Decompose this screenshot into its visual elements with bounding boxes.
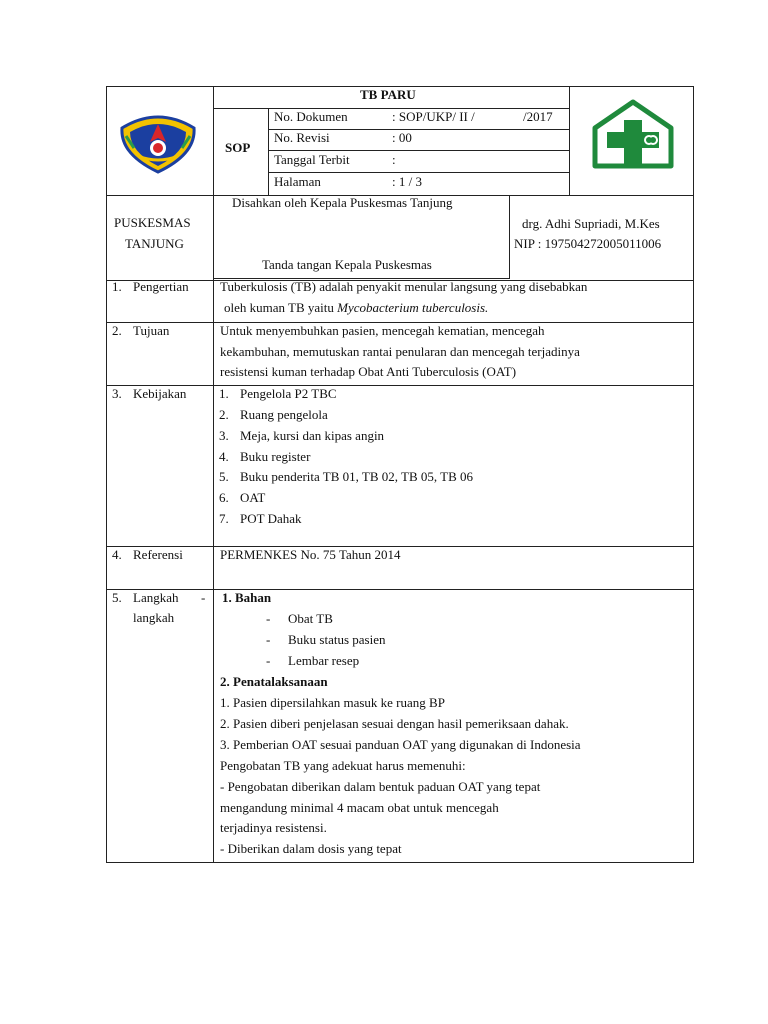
section-label-tujuan: Tujuan xyxy=(133,323,170,338)
list-item: OAT xyxy=(240,490,266,505)
signature-caption: Tanda tangan Kepala Puskesmas xyxy=(262,257,432,272)
procedure-line: 3. Pemberian OAT sesuai panduan OAT yang digunakan di Indonesia xyxy=(220,737,581,752)
revision-value: : 00 xyxy=(392,130,412,145)
puskesmas-cross-logo xyxy=(587,96,679,172)
list-item: Buku register xyxy=(240,449,311,464)
section-number: 5. xyxy=(112,590,122,605)
pengertian-line: Tuberkulosis (TB) adalah penyakit menular langsung yang disebabkan xyxy=(220,279,588,294)
tujuan-line: kekambuhan, memutuskan rantai penularan dan mencegah terjadinya xyxy=(220,344,580,359)
org-name-line1: PUSKESMAS xyxy=(114,215,191,230)
bahan-title: 1. Bahan xyxy=(222,590,272,605)
section-number: 2. xyxy=(112,323,122,338)
procedure-line: mengandung minimal 4 macam obat untuk mencegah xyxy=(220,800,499,815)
section-number: 3. xyxy=(112,386,122,401)
tujuan-line: resistensi kuman terhadap Obat Anti Tuberculosis (OAT) xyxy=(220,364,517,379)
head-nip: NIP : 197504272005011006 xyxy=(514,236,662,251)
tujuan-line: Untuk menyembuhkan pasien, mencegah kematian, mencegah xyxy=(220,323,545,338)
issue-date-label: Tanggal Terbit xyxy=(274,152,350,167)
revision-label: No. Revisi xyxy=(274,130,330,145)
list-item-number: 7. xyxy=(219,511,229,526)
list-item-number: 6. xyxy=(219,490,229,505)
procedure-line: - Diberikan dalam dosis yang tepat xyxy=(220,841,402,856)
pengertian-text: oleh kuman TB yaitu xyxy=(224,300,338,315)
list-item: Pengelola P2 TBC xyxy=(240,386,337,401)
doc-number-label: No. Dokumen xyxy=(274,109,348,124)
section-label-pengertian: Pengertian xyxy=(133,279,189,294)
list-item-number: 3. xyxy=(219,428,229,443)
section-label-langkah: Langkah xyxy=(133,590,179,605)
list-item: POT Dahak xyxy=(240,511,302,526)
bahan-item: Obat TB xyxy=(288,611,333,626)
procedure-line: 2. Pasien diberi penjelasan sesuai dengan hasil pemeriksaan dahak. xyxy=(220,716,569,731)
regional-emblem-logo xyxy=(116,108,200,174)
list-item: Meja, kursi dan kipas angin xyxy=(240,428,385,443)
bahan-dash: - xyxy=(266,611,271,626)
section-label-kebijakan: Kebijakan xyxy=(133,386,187,401)
procedure-line: - Pengobatan diberikan dalam bentuk paduan OAT yang tepat xyxy=(220,779,541,794)
issue-date-value: : xyxy=(392,152,396,167)
section-label-dash: - xyxy=(201,590,206,605)
bahan-dash: - xyxy=(266,632,271,647)
section-label-langkah-cont: langkah xyxy=(133,610,175,625)
section-number: 4. xyxy=(112,547,122,562)
org-name-line2: TANJUNG xyxy=(125,236,184,251)
list-item: Buku penderita TB 01, TB 02, TB 05, TB 06 xyxy=(240,469,474,484)
list-item-number: 5. xyxy=(219,469,229,484)
page-value: : 1 / 3 xyxy=(392,174,422,189)
doc-number-year: /2017 xyxy=(523,109,553,124)
bahan-item: Buku status pasien xyxy=(288,632,386,647)
sop-label: SOP xyxy=(225,140,251,155)
bahan-item: Lembar resep xyxy=(288,653,360,668)
procedure-line: 1. Pasien dipersilahkan masuk ke ruang BP xyxy=(220,695,445,710)
pengertian-line xyxy=(224,300,488,316)
list-item-number: 1. xyxy=(219,386,229,401)
section-number: 1. xyxy=(112,279,122,294)
penatalaksanaan-title: 2. Penatalaksanaan xyxy=(220,674,328,689)
referensi-text: PERMENKES No. 75 Tahun 2014 xyxy=(220,547,401,562)
approved-by-text: Disahkan oleh Kepala Puskesmas Tanjung xyxy=(232,195,453,210)
procedure-line: terjadinya resistensi. xyxy=(220,820,327,835)
head-name: drg. Adhi Supriadi, M.Kes xyxy=(522,216,660,231)
procedure-line: Pengobatan TB yang adekuat harus memenuhi: xyxy=(220,758,466,773)
section-label-referensi: Referensi xyxy=(133,547,183,562)
doc-number-value: : SOP/UKP/ II / xyxy=(392,109,475,124)
list-item: Ruang pengelola xyxy=(240,407,328,422)
list-item-number: 2. xyxy=(219,407,229,422)
bahan-dash: - xyxy=(266,653,271,668)
list-item-number: 4. xyxy=(219,449,229,464)
document-title: TB PARU xyxy=(360,87,416,102)
pathogen-name: Mycobacterium tuberculosis. xyxy=(337,300,489,315)
page-label: Halaman xyxy=(274,174,321,189)
